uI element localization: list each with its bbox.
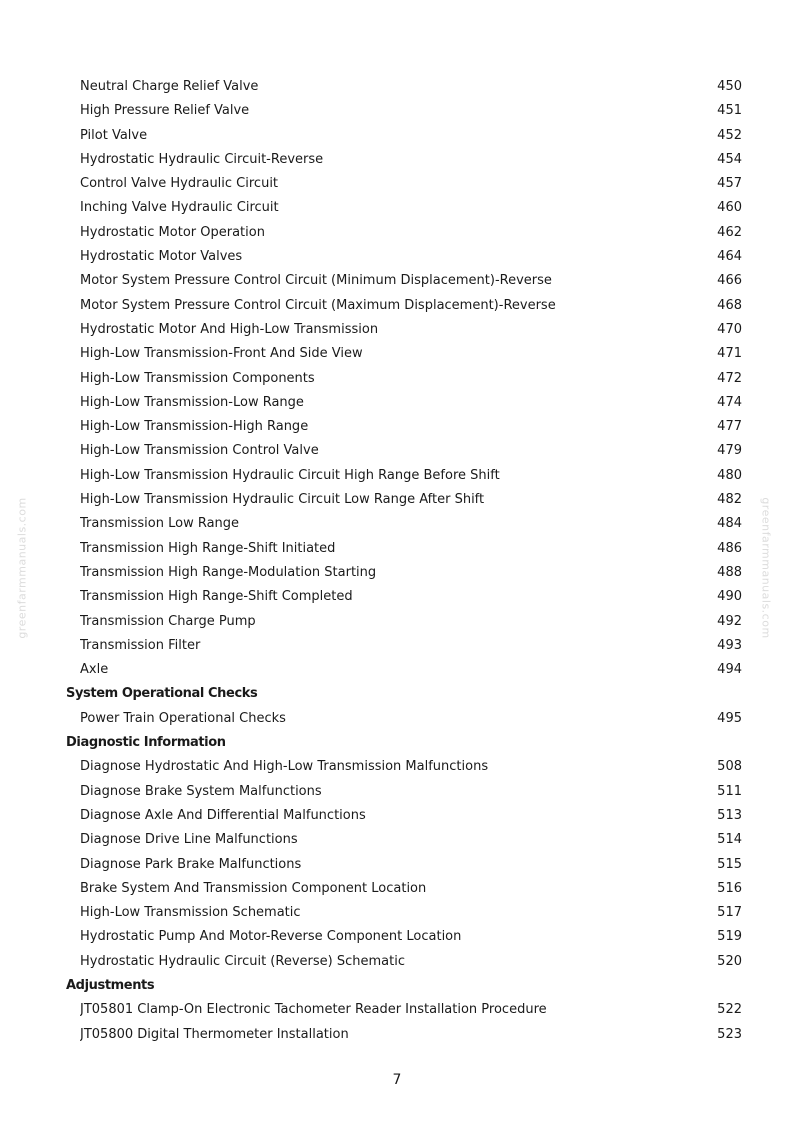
- entry-title: Transmission High Range-Shift Initiated: [80, 540, 336, 556]
- entry-page-number: 494: [717, 662, 742, 678]
- toc-entry[interactable]: [66, 998, 742, 1022]
- section-title: System Operational Checks: [66, 686, 258, 702]
- entry-page-number: 493: [717, 637, 742, 653]
- toc-entry[interactable]: [66, 367, 742, 391]
- entry-page-number: 477: [717, 419, 742, 435]
- entry-title: Axle: [80, 662, 109, 678]
- entry-page-number: 511: [717, 783, 742, 799]
- entry-title: Diagnose Axle And Differential Malfunctions: [80, 807, 366, 823]
- watermark-right: greenfarmmanuals.com: [759, 497, 773, 639]
- entry-page-number: 464: [717, 249, 742, 265]
- toc-entry[interactable]: [66, 755, 742, 779]
- toc-entry[interactable]: [66, 99, 742, 123]
- toc-entry[interactable]: [66, 172, 742, 196]
- toc-entry[interactable]: [66, 634, 742, 658]
- toc-entry[interactable]: [66, 269, 742, 293]
- entry-page-number: 513: [717, 807, 742, 823]
- entry-title: Transmission Charge Pump: [80, 613, 256, 629]
- entry-title: Diagnose Hydrostatic And High-Low Transmission Malfunctions: [80, 759, 489, 775]
- entry-title: JT05800 Digital Thermometer Installation: [80, 1026, 349, 1042]
- entry-page-number: 519: [717, 929, 742, 945]
- entry-title: High-Low Transmission Schematic: [80, 905, 301, 921]
- entry-title: Motor System Pressure Control Circuit (Maximum Displacement)-Reverse: [80, 297, 556, 313]
- toc-entry[interactable]: [66, 196, 742, 220]
- entry-title: Diagnose Brake System Malfunctions: [80, 783, 322, 799]
- toc-entry[interactable]: [66, 512, 742, 536]
- toc-entry[interactable]: [66, 294, 742, 318]
- entry-title: Hydrostatic Hydraulic Circuit (Reverse) Schematic: [80, 953, 405, 969]
- entry-page-number: 462: [717, 224, 742, 240]
- toc-entry[interactable]: [66, 415, 742, 439]
- entry-title: Control Valve Hydraulic Circuit: [80, 176, 279, 192]
- toc-entry[interactable]: [66, 391, 742, 415]
- toc-entry[interactable]: [66, 828, 742, 852]
- entry-page-number: 492: [717, 613, 742, 629]
- entry-title: Diagnose Drive Line Malfunctions: [80, 832, 298, 848]
- entry-page-number: 515: [717, 856, 742, 872]
- entry-page-number: 451: [717, 103, 742, 119]
- entry-title: Power Train Operational Checks: [80, 710, 286, 726]
- section-title: Adjustments: [66, 977, 155, 993]
- toc-entry[interactable]: [66, 585, 742, 609]
- toc-entry[interactable]: [66, 318, 742, 342]
- entry-page-number: 488: [717, 564, 742, 580]
- entry-title: Hydrostatic Pump And Motor-Reverse Component Location: [80, 929, 462, 945]
- section-title: Diagnostic Information: [66, 735, 226, 751]
- entry-page-number: 508: [717, 759, 742, 775]
- entry-page-number: 470: [717, 321, 742, 337]
- entry-page-number: 472: [717, 370, 742, 386]
- entry-title: Transmission High Range-Shift Completed: [80, 589, 353, 605]
- entry-title: Motor System Pressure Control Circuit (Minimum Displacement)-Reverse: [80, 273, 552, 289]
- toc-entry[interactable]: [66, 342, 742, 366]
- entry-page-number: 466: [717, 273, 742, 289]
- table-of-contents: [66, 75, 742, 1047]
- entry-page-number: 522: [717, 1002, 742, 1018]
- page-number: 7: [392, 1072, 402, 1088]
- entry-page-number: 520: [717, 953, 742, 969]
- toc-entry[interactable]: [66, 464, 742, 488]
- toc-entry[interactable]: [66, 75, 742, 99]
- toc-entry[interactable]: [66, 877, 742, 901]
- entry-title: Hydrostatic Motor Operation: [80, 224, 265, 240]
- entry-title: Neutral Charge Relief Valve: [80, 79, 259, 94]
- toc-entry[interactable]: [66, 148, 742, 172]
- toc-section-heading: [66, 682, 742, 706]
- entry-title: Pilot Valve: [80, 127, 148, 143]
- entry-page-number: 482: [717, 492, 742, 508]
- entry-title: Transmission Low Range: [80, 516, 240, 532]
- entry-page-number: 484: [717, 516, 742, 532]
- toc-entry[interactable]: [66, 245, 742, 269]
- toc-entry[interactable]: [66, 561, 742, 585]
- toc-entry[interactable]: [66, 901, 742, 925]
- entry-page-number: 523: [717, 1026, 742, 1042]
- toc-entry[interactable]: [66, 780, 742, 804]
- entry-page-number: 480: [717, 467, 742, 483]
- entry-title: Inching Valve Hydraulic Circuit: [80, 200, 279, 216]
- entry-page-number: 452: [717, 127, 742, 143]
- entry-page-number: 517: [717, 905, 742, 921]
- entry-title: High-Low Transmission Hydraulic Circuit High Range Before Shift: [80, 467, 500, 483]
- toc-entry[interactable]: [66, 610, 742, 634]
- toc-entry[interactable]: [66, 1023, 742, 1047]
- entry-page-number: 454: [717, 151, 742, 167]
- toc-entry[interactable]: [66, 488, 742, 512]
- entry-title: High-Low Transmission-Front And Side View: [80, 346, 363, 362]
- entry-title: Transmission High Range-Modulation Starting: [80, 564, 377, 580]
- entry-page-number: 468: [717, 297, 742, 313]
- entry-title: JT05801 Clamp-On Electronic Tachometer Reader Installation Procedure: [80, 1002, 547, 1018]
- entry-page-number: 486: [717, 540, 742, 556]
- entry-title: High-Low Transmission Components: [80, 370, 315, 386]
- entry-title: High-Low Transmission-High Range: [80, 419, 309, 435]
- entry-page-number: 516: [717, 880, 742, 896]
- entry-page-number: 479: [717, 443, 742, 459]
- toc-entry[interactable]: [66, 439, 742, 463]
- entry-page-number: 460: [717, 200, 742, 216]
- toc-entry[interactable]: [66, 707, 742, 731]
- toc-entry[interactable]: [66, 950, 742, 974]
- toc-section-heading: [66, 974, 742, 998]
- entry-page-number: 450: [717, 79, 742, 94]
- entry-title: High-Low Transmission Control Valve: [80, 443, 319, 459]
- entry-title: Hydrostatic Hydraulic Circuit-Reverse: [80, 151, 324, 167]
- entry-page-number: 457: [717, 176, 742, 192]
- toc-entry[interactable]: [66, 853, 742, 877]
- entry-page-number: 490: [717, 589, 742, 605]
- entry-title: High-Low Transmission Hydraulic Circuit Low Range After Shift: [80, 492, 485, 508]
- toc-section-heading: [66, 731, 742, 755]
- entry-title: Diagnose Park Brake Malfunctions: [80, 856, 302, 872]
- toc-entry[interactable]: [66, 658, 742, 682]
- entry-page-number: 471: [717, 346, 742, 362]
- entry-title: Brake System And Transmission Component Location: [80, 880, 427, 896]
- entry-page-number: 514: [717, 832, 742, 848]
- entry-page-number: 474: [717, 394, 742, 410]
- toc-entry[interactable]: [66, 804, 742, 828]
- toc-entry[interactable]: [66, 537, 742, 561]
- entry-page-number: 495: [717, 710, 742, 726]
- entry-title: High-Low Transmission-Low Range: [80, 394, 304, 410]
- toc-entry[interactable]: [66, 124, 742, 148]
- entry-title: Hydrostatic Motor And High-Low Transmission: [80, 321, 379, 337]
- entry-title: Hydrostatic Motor Valves: [80, 249, 243, 265]
- entry-title: Transmission Filter: [80, 637, 201, 653]
- toc-entry[interactable]: [66, 925, 742, 949]
- watermark-left: greenfarmmanuals.com: [15, 497, 29, 639]
- toc-entry[interactable]: [66, 221, 742, 245]
- entry-title: High Pressure Relief Valve: [80, 103, 250, 119]
